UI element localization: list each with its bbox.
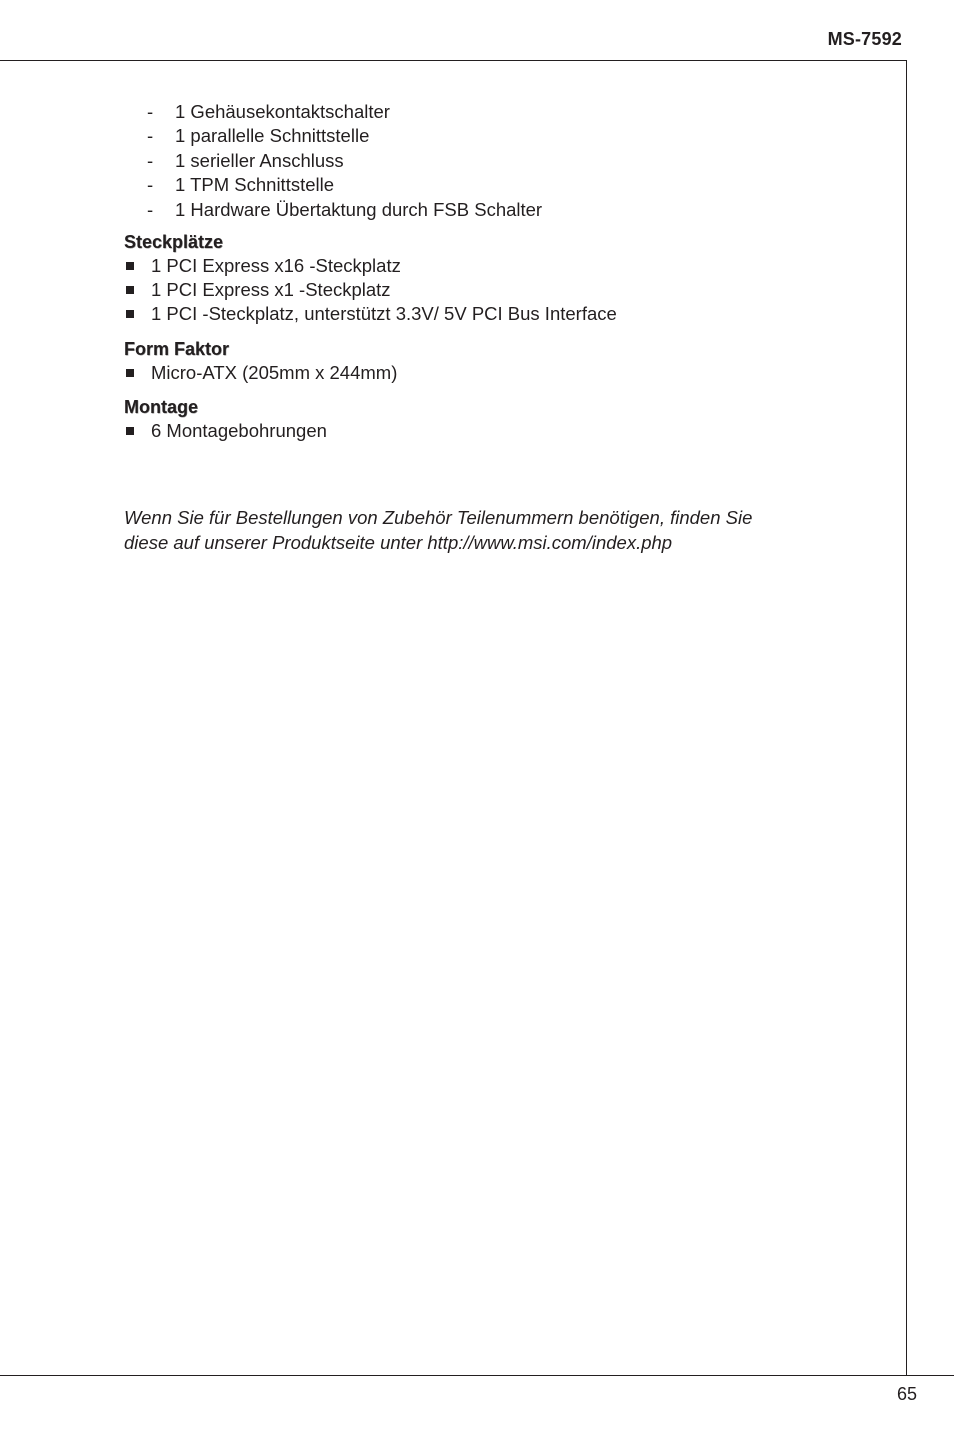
bullet-list xyxy=(124,361,844,385)
list-item-text: 1 PCI Express x16 -Steckplatz xyxy=(151,254,401,276)
right-margin-rule xyxy=(906,60,907,1376)
square-bullet-icon xyxy=(126,286,134,294)
footer-rule xyxy=(0,1375,954,1376)
note-line: Wenn Sie für Bestellungen von Zubehör Teilenummern benötigen, finden Sie xyxy=(124,507,753,528)
section-heading: Steckplätze xyxy=(124,231,224,252)
section-mounting xyxy=(124,395,844,443)
bullet-list xyxy=(124,254,844,327)
section-form-factor xyxy=(124,337,844,385)
note-line: diese auf unserer Produktseite unter http://www.msi.com/index.php xyxy=(124,532,673,553)
list-item xyxy=(124,361,844,385)
section-heading: Form Faktor xyxy=(124,338,230,359)
list-item-text: 1 serieller Anschluss xyxy=(175,149,344,171)
list-item-text: 1 parallelle Schnittstelle xyxy=(175,125,370,147)
list-item xyxy=(124,278,844,302)
page-content xyxy=(124,100,844,443)
section-slots xyxy=(124,230,844,327)
bullet-list xyxy=(124,419,844,443)
list-item xyxy=(124,419,844,443)
list-item-text: 1 Gehäusekontaktschalter xyxy=(175,101,390,122)
header-rule xyxy=(0,60,907,61)
list-item-text: 1 Hardware Übertaktung durch FSB Schalter xyxy=(175,198,543,220)
list-item-text: Micro-ATX (205mm x 244mm) xyxy=(151,361,398,383)
model-label: MS-7592 xyxy=(827,29,902,49)
list-item: - 1 serieller Anschluss xyxy=(147,149,344,171)
square-bullet-icon xyxy=(126,262,134,270)
list-item-text: 1 TPM Schnittstelle xyxy=(175,174,335,196)
square-bullet-icon xyxy=(126,310,134,318)
list-item: - 1 Hardware Übertaktung durch FSB Schalter xyxy=(147,198,543,220)
list-item xyxy=(124,254,844,278)
list-item: - 1 Gehäusekontaktschalter xyxy=(147,101,390,122)
list-item: - 1 parallelle Schnittstelle xyxy=(147,125,370,147)
list-item-text: 6 Montagebohrungen xyxy=(151,419,327,441)
list-item: - 1 TPM Schnittstelle xyxy=(147,174,335,196)
square-bullet-icon xyxy=(126,369,134,377)
list-item-text: 1 PCI -Steckplatz, unterstützt 3.3V/ 5V PCI Bus Interface xyxy=(151,303,617,325)
page-number: 65 xyxy=(896,1384,917,1404)
connector-list xyxy=(124,100,844,222)
section-heading: Montage xyxy=(124,396,198,417)
ordering-note xyxy=(124,505,844,555)
list-item-text: 1 PCI Express x1 -Steckplatz xyxy=(151,279,391,301)
list-item xyxy=(124,302,844,326)
square-bullet-icon xyxy=(126,427,134,435)
